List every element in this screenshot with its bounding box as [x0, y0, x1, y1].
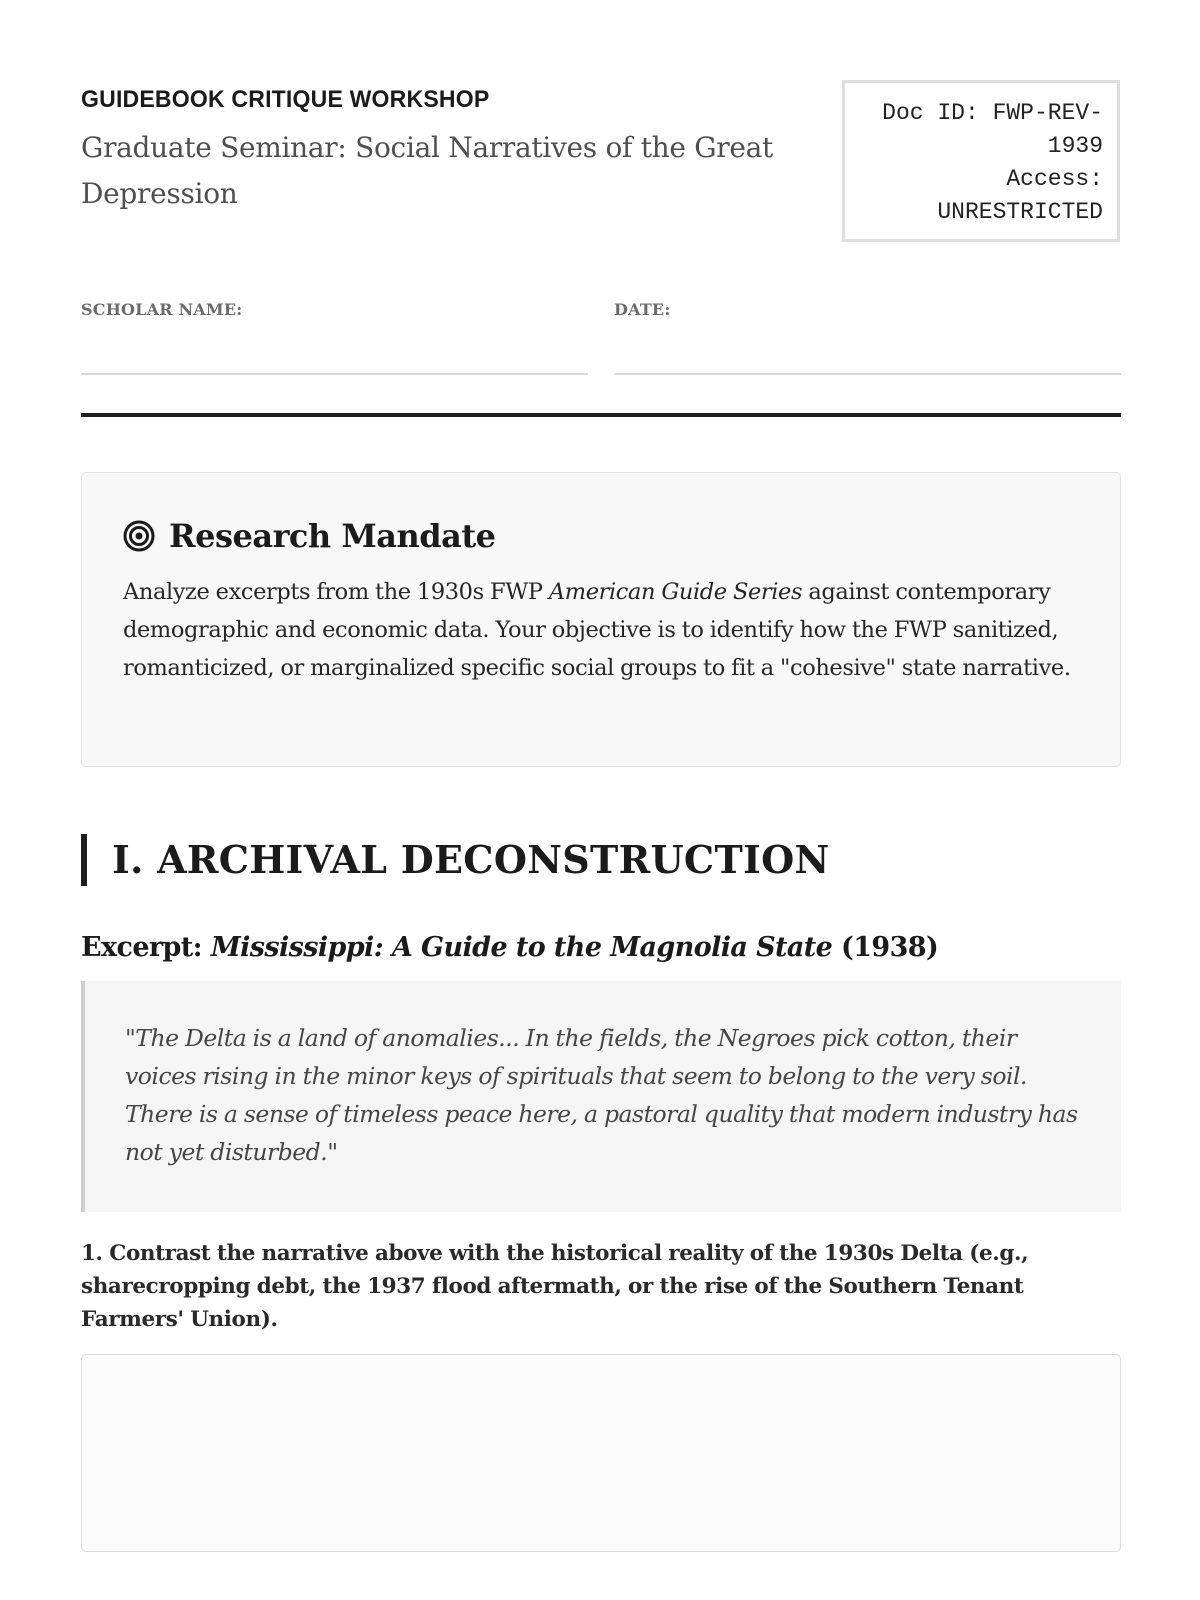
seminar-title: Graduate Seminar: Social Narratives of the Great Depression — [81, 131, 774, 210]
access-line: UNRESTRICTED — [937, 199, 1103, 225]
section-heading — [81, 834, 1121, 886]
target-icon — [123, 520, 155, 552]
guide-series-title: American Guide Series — [548, 579, 803, 605]
research-mandate-box — [81, 472, 1121, 767]
excerpt-work-title: Mississippi: A Guide to the Magnolia State — [210, 932, 833, 963]
excerpt-heading — [81, 927, 938, 969]
doc-id-line: Doc ID: FWP-REV- — [882, 100, 1103, 126]
date-line — [614, 373, 1121, 375]
workshop-title: GUIDEBOOK CRITIQUE WORKSHOP — [81, 86, 490, 113]
section-title: I. ARCHIVAL DECONSTRUCTION — [112, 837, 830, 882]
mandate-title: Research Mandate — [169, 517, 496, 555]
student-fields — [81, 290, 1121, 375]
doc-id-line: 1939 — [1047, 133, 1103, 159]
scholar-name-line — [81, 373, 588, 375]
scholar-name-field[interactable] — [81, 290, 588, 375]
mandate-text-part: Analyze excerpts from the 1930s FWP — [123, 579, 549, 605]
doc-id-box — [842, 80, 1120, 242]
mandate-text — [123, 573, 1080, 687]
excerpt-label: Excerpt: — [81, 932, 211, 963]
section-accent-bar — [81, 834, 87, 886]
excerpt-year: (1938) — [832, 932, 939, 963]
excerpt-quote: "The Delta is a land of anomalies... In the fields, the Negroes pick cotton, their voices rising in the minor keys of spirituals that seem to belong to the very soil. There is a sense of timeless peace here, a pastoral quality that modern industry has not yet disturbed." — [81, 981, 1121, 1212]
header-divider — [81, 413, 1121, 417]
date-label: DATE: — [614, 300, 671, 319]
access-line: Access: — [1006, 166, 1103, 192]
scholar-name-label: SCHOLAR NAME: — [81, 300, 243, 319]
mandate-heading — [123, 513, 1080, 559]
mandate-text-part: against contemporary demographic and economic data. Your objective is to identify how the FWP sanitized, romanticized, or marginalized specific social groups to fit a "cohesive" state narrative. — [123, 579, 1071, 681]
worksheet-header — [81, 80, 1121, 248]
question-1: 1. Contrast the narrative above with the historical reality of the 1930s Delta (e.g., sharecropping debt, the 1937 flood aftermath, or the rise of the Southern Tenant Farmers' Union). — [81, 1241, 1029, 1332]
date-field[interactable] — [614, 290, 1121, 375]
answer-box-1[interactable] — [81, 1354, 1121, 1552]
